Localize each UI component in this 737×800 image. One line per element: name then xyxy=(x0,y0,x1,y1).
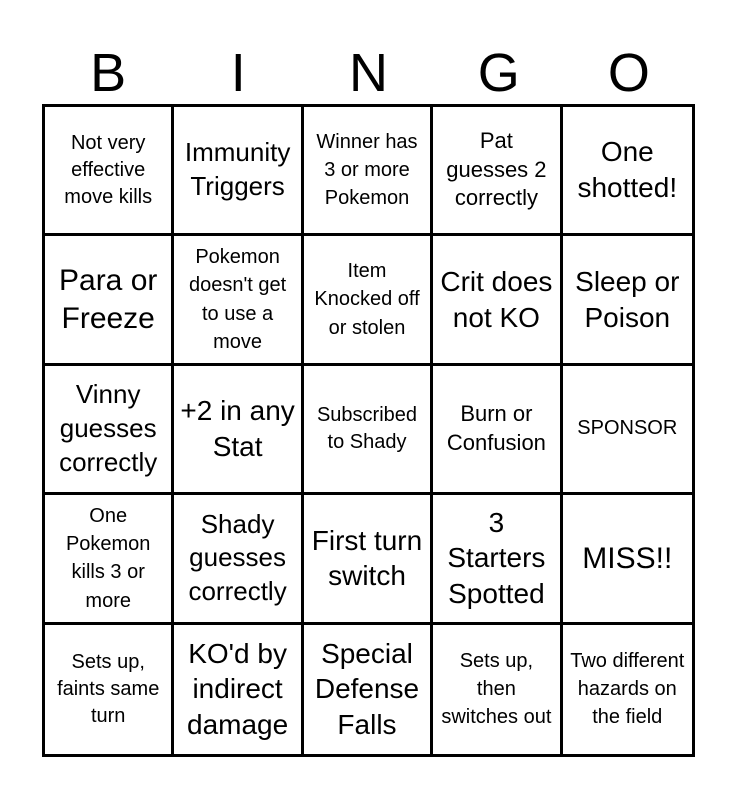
bingo-cell-r2-c5[interactable]: Sleep or Poison xyxy=(563,236,692,365)
bingo-cell-r3-c5[interactable]: SPONSOR xyxy=(563,366,692,495)
bingo-cell-r3-c1[interactable]: Vinny guesses correctly xyxy=(45,366,174,495)
bingo-cell-r1-c3[interactable]: Winner has 3 or more Pokemon xyxy=(304,107,433,236)
bingo-cell-r4-c5[interactable]: MISS!! xyxy=(563,495,692,624)
bingo-cell-r5-c5[interactable]: Two different hazards on the field xyxy=(570,649,685,729)
bingo-cell-r1-c5[interactable]: One shotted! xyxy=(563,107,692,236)
bingo-cell-r2-c2[interactable]: Pokemon doesn't get to use a move xyxy=(174,236,303,365)
bingo-cell-r5-c2[interactable]: KO'd by indirect damage xyxy=(174,625,303,754)
bingo-cell-r5-c1[interactable]: Sets up, faints same turn xyxy=(45,625,174,754)
bingo-cell-r2-c4[interactable]: Crit does not KO xyxy=(433,236,562,365)
bingo-cell-r1-c1[interactable]: Not very effective move kills xyxy=(45,107,174,236)
bingo-cell-r1-c2[interactable]: Immunity Triggers xyxy=(174,107,303,236)
bingo-cell-r1-c4[interactable]: Pat guesses 2 correctly xyxy=(433,107,562,236)
bingo-cell-r5-c4[interactable]: Sets up, then switches out xyxy=(433,625,562,754)
bingo-cell-r4-c1[interactable]: One Pokemon kills 3 or more xyxy=(45,495,174,624)
bingo-cell-r4-c4[interactable]: 3 Starters Spotted xyxy=(433,495,562,624)
bingo-cell-r2-c1[interactable]: Para or Freeze xyxy=(45,236,174,365)
header-letter-b: B xyxy=(90,43,127,103)
bingo-cell-r2-c3[interactable]: Item Knocked off or stolen xyxy=(304,236,433,365)
header-letter-n: N xyxy=(348,43,388,103)
bingo-header xyxy=(43,42,694,104)
bingo-cell-r3-c2[interactable]: +2 in any Stat xyxy=(174,366,303,495)
bingo-board xyxy=(42,104,695,757)
bingo-cell-r4-c3[interactable]: First turn switch xyxy=(304,495,433,624)
header-letter-g: G xyxy=(477,43,520,103)
bingo-cell-r5-c3[interactable]: Special Defense Falls xyxy=(304,625,433,754)
header-letter-i: I xyxy=(230,43,246,103)
bingo-cell-r3-c4[interactable]: Burn or Confusion xyxy=(433,366,562,495)
bingo-cell-r3-c3[interactable]: Subscribed to Shady xyxy=(304,366,433,495)
header-letter-o: O xyxy=(607,43,650,103)
bingo-cell-r4-c2[interactable]: Shady guesses correctly xyxy=(174,495,303,624)
